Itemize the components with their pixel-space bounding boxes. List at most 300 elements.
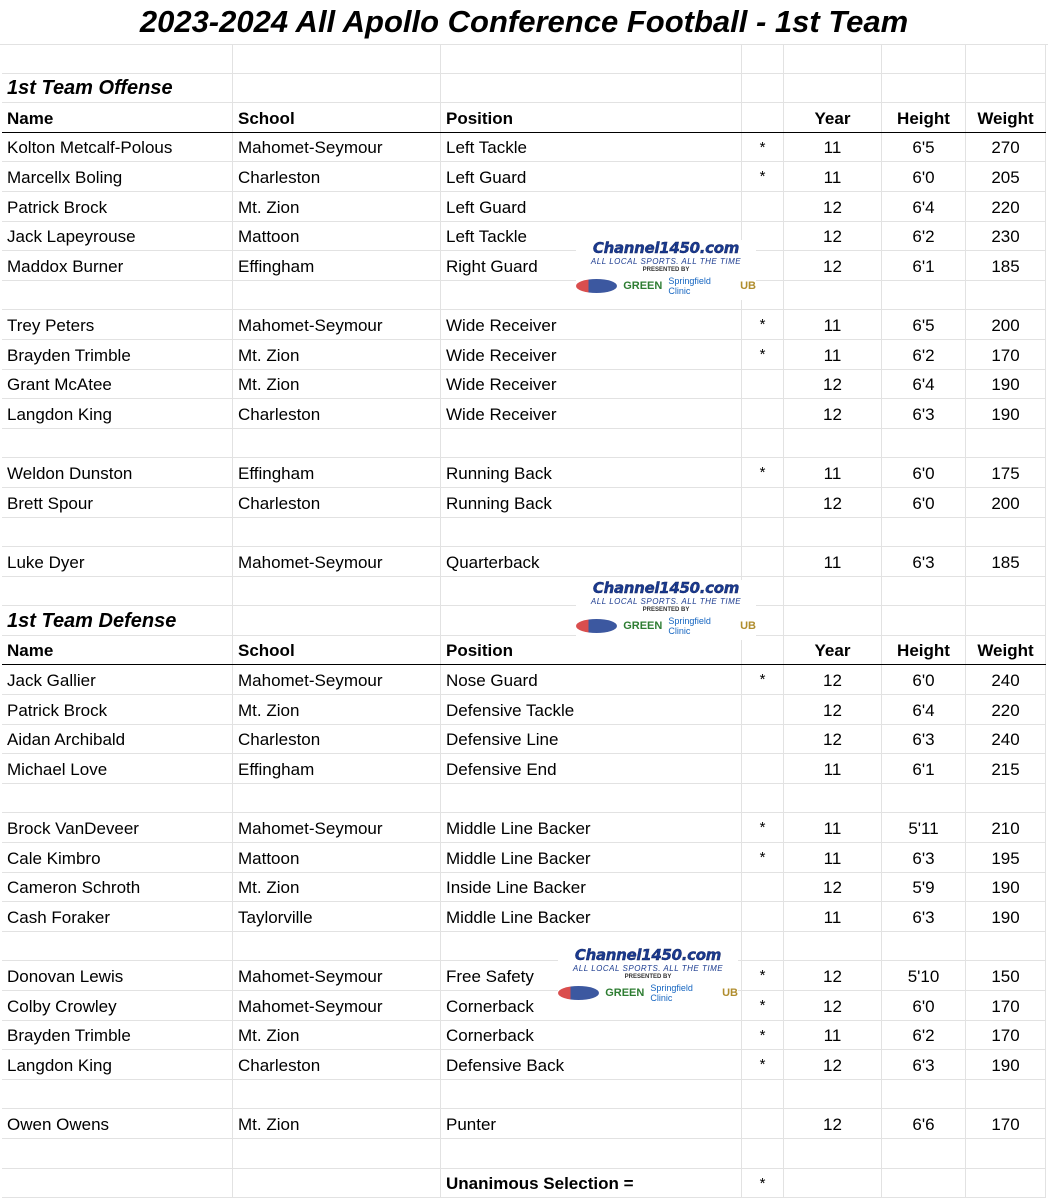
cell-height[interactable]: 6'5 — [882, 310, 966, 339]
cell-position[interactable]: Middle Line Backer — [441, 843, 742, 872]
player-row — [2, 873, 1046, 903]
cell-weight[interactable]: 215 — [966, 754, 1046, 783]
cell-school[interactable]: Charleston — [233, 162, 441, 191]
cell-weight[interactable] — [966, 74, 1046, 103]
cell-weight[interactable]: 170 — [966, 340, 1046, 369]
cell-unanimous[interactable] — [742, 1139, 784, 1168]
cell-year[interactable] — [784, 1169, 882, 1198]
cell-position[interactable]: Middle Line Backer — [441, 902, 742, 931]
cell-year[interactable]: Year — [784, 636, 882, 665]
cell-school[interactable]: Mt. Zion — [233, 370, 441, 399]
cell-name[interactable]: Brayden Trimble — [2, 1021, 233, 1050]
cell-year[interactable]: 11 — [784, 458, 882, 487]
cell-school[interactable]: Mahomet-Seymour — [233, 547, 441, 576]
cell-height[interactable] — [882, 606, 966, 635]
cell-year[interactable]: 12 — [784, 961, 882, 990]
cell-unanimous[interactable] — [742, 370, 784, 399]
cell-school[interactable]: Charleston — [233, 399, 441, 428]
cell-name[interactable]: Owen Owens — [2, 1109, 233, 1138]
cell-weight[interactable]: 185 — [966, 251, 1046, 280]
cell-year[interactable]: 11 — [784, 754, 882, 783]
cell-weight[interactable]: 190 — [966, 1050, 1046, 1079]
cell-year[interactable]: 12 — [784, 251, 882, 280]
cell-weight[interactable]: 170 — [966, 1109, 1046, 1138]
sponsor-logo — [576, 580, 756, 640]
cell-position[interactable]: Free Safety — [441, 961, 742, 990]
cell-year[interactable]: 12 — [784, 1050, 882, 1079]
cell-weight[interactable] — [966, 1169, 1046, 1198]
cell-year[interactable]: 11 — [784, 310, 882, 339]
cell-name[interactable] — [2, 44, 233, 73]
cell-name[interactable]: Luke Dyer — [2, 547, 233, 576]
cell-unanimous[interactable] — [742, 784, 784, 813]
cell-school[interactable]: Effingham — [233, 754, 441, 783]
player-row — [2, 162, 1046, 192]
sponsor-logo-1: GREEN — [605, 987, 645, 999]
cell-position[interactable]: Middle Line Backer — [441, 813, 742, 842]
cell-unanimous[interactable]: * — [742, 133, 784, 162]
cell-name[interactable]: Patrick Brock — [2, 192, 233, 221]
cell-weight[interactable]: 220 — [966, 695, 1046, 724]
cell-unanimous[interactable] — [742, 192, 784, 221]
cell-year[interactable]: 11 — [784, 813, 882, 842]
cell-position[interactable]: Defensive Line — [441, 725, 742, 754]
cell-school[interactable]: Mahomet-Seymour — [233, 813, 441, 842]
cell-height[interactable]: 6'4 — [882, 695, 966, 724]
cell-unanimous[interactable]: * — [742, 1050, 784, 1079]
spacer-row — [2, 577, 1046, 607]
cell-school[interactable] — [233, 429, 441, 458]
cell-name[interactable]: Donovan Lewis — [2, 961, 233, 990]
sponsor-logos — [576, 616, 756, 636]
cell-height[interactable] — [882, 518, 966, 547]
cell-position[interactable] — [441, 1080, 742, 1109]
cell-height[interactable]: Height — [882, 636, 966, 665]
cell-weight[interactable] — [966, 784, 1046, 813]
cell-name[interactable] — [2, 281, 233, 310]
cell-name[interactable]: Cameron Schroth — [2, 873, 233, 902]
sponsor-logo-3: UB — [740, 280, 756, 292]
cell-year[interactable]: 11 — [784, 547, 882, 576]
cell-position[interactable]: Wide Receiver — [441, 399, 742, 428]
cell-unanimous[interactable] — [742, 488, 784, 517]
cell-year[interactable]: 11 — [784, 340, 882, 369]
cell-height[interactable] — [882, 44, 966, 73]
cell-unanimous[interactable] — [742, 1109, 784, 1138]
cell-weight[interactable] — [966, 281, 1046, 310]
cell-school[interactable] — [233, 577, 441, 606]
cell-name[interactable]: Brett Spour — [2, 488, 233, 517]
cell-year[interactable]: Year — [784, 103, 882, 132]
cell-year[interactable]: 12 — [784, 222, 882, 251]
cell-unanimous[interactable] — [742, 1080, 784, 1109]
cell-position[interactable]: Unanimous Selection = — [441, 1169, 742, 1198]
cell-year[interactable]: 12 — [784, 725, 882, 754]
cell-year[interactable] — [784, 74, 882, 103]
cell-unanimous[interactable]: * — [742, 162, 784, 191]
cell-unanimous[interactable]: * — [742, 340, 784, 369]
cell-school[interactable]: Mahomet-Seymour — [233, 133, 441, 162]
cell-school[interactable] — [233, 281, 441, 310]
cell-position[interactable] — [441, 44, 742, 73]
cell-unanimous[interactable]: * — [742, 961, 784, 990]
cell-height[interactable]: 6'2 — [882, 340, 966, 369]
cell-unanimous[interactable]: * — [742, 310, 784, 339]
cell-name[interactable]: Patrick Brock — [2, 695, 233, 724]
cell-school[interactable] — [233, 1139, 441, 1168]
cell-school[interactable] — [233, 784, 441, 813]
cell-height[interactable]: 5'10 — [882, 961, 966, 990]
cell-year[interactable]: 12 — [784, 665, 882, 694]
cell-height[interactable]: 6'3 — [882, 399, 966, 428]
cell-name[interactable]: Jack Lapeyrouse — [2, 222, 233, 251]
cell-name[interactable]: Colby Crowley — [2, 991, 233, 1020]
player-row — [2, 695, 1046, 725]
cell-name[interactable]: Cale Kimbro — [2, 843, 233, 872]
cell-position[interactable]: Nose Guard — [441, 665, 742, 694]
sponsor-brand: Channel1450.com — [574, 946, 722, 964]
cell-weight[interactable] — [966, 606, 1046, 635]
cell-height[interactable]: 6'5 — [882, 133, 966, 162]
spacer-row — [2, 784, 1046, 814]
cell-position[interactable]: Wide Receiver — [441, 340, 742, 369]
cell-name[interactable]: Weldon Dunston — [2, 458, 233, 487]
cell-height[interactable]: 6'0 — [882, 162, 966, 191]
cell-unanimous[interactable] — [742, 518, 784, 547]
cell-school[interactable]: Effingham — [233, 251, 441, 280]
cell-height[interactable] — [882, 1169, 966, 1198]
sponsor-logos — [558, 983, 738, 1003]
cell-position[interactable]: Position — [441, 636, 742, 665]
cell-weight[interactable]: 170 — [966, 991, 1046, 1020]
cell-position[interactable]: Defensive Tackle — [441, 695, 742, 724]
cell-name[interactable]: Brock VanDeveer — [2, 813, 233, 842]
cell-school[interactable]: Mt. Zion — [233, 340, 441, 369]
cell-school[interactable]: Mahomet-Seymour — [233, 665, 441, 694]
cell-height[interactable] — [882, 932, 966, 961]
cell-unanimous[interactable]: * — [742, 1169, 784, 1198]
cell-year[interactable]: 12 — [784, 192, 882, 221]
spacer-row — [2, 932, 1046, 962]
cell-school[interactable]: Mt. Zion — [233, 192, 441, 221]
cell-weight[interactable] — [966, 518, 1046, 547]
cell-school[interactable] — [233, 932, 441, 961]
cell-position[interactable]: Right Guard — [441, 251, 742, 280]
cell-year[interactable] — [784, 281, 882, 310]
cell-weight[interactable]: 205 — [966, 162, 1046, 191]
player-row — [2, 665, 1046, 695]
cell-name[interactable] — [2, 1169, 233, 1198]
player-row — [2, 991, 1046, 1021]
cell-year[interactable]: 12 — [784, 370, 882, 399]
cell-position[interactable]: Cornerback — [441, 991, 742, 1020]
cell-weight[interactable]: 200 — [966, 310, 1046, 339]
cell-height[interactable]: 6'0 — [882, 488, 966, 517]
cell-school[interactable]: Effingham — [233, 458, 441, 487]
cell-weight[interactable]: 190 — [966, 370, 1046, 399]
cell-name[interactable]: Name — [2, 103, 233, 132]
spreadsheet-grid — [2, 44, 1046, 1198]
cell-height[interactable] — [882, 429, 966, 458]
sponsor-tagline: ALL LOCAL SPORTS. ALL THE TIME — [590, 257, 742, 266]
cell-unanimous[interactable]: * — [742, 458, 784, 487]
cell-school[interactable]: Mt. Zion — [233, 1109, 441, 1138]
cell-unanimous[interactable]: * — [742, 813, 784, 842]
cell-school[interactable]: School — [233, 103, 441, 132]
cell-position[interactable]: Left Tackle — [441, 222, 742, 251]
cell-school[interactable]: Mt. Zion — [233, 695, 441, 724]
cell-position[interactable]: Cornerback — [441, 1021, 742, 1050]
cell-name[interactable]: Maddox Burner — [2, 251, 233, 280]
cell-school[interactable] — [233, 74, 441, 103]
cell-school[interactable]: Taylorville — [233, 902, 441, 931]
player-row — [2, 902, 1046, 932]
cell-height[interactable]: 6'3 — [882, 1050, 966, 1079]
cell-weight[interactable]: 150 — [966, 961, 1046, 990]
cell-position[interactable]: Wide Receiver — [441, 370, 742, 399]
cell-height[interactable]: 6'2 — [882, 1021, 966, 1050]
cell-height[interactable]: 5'9 — [882, 873, 966, 902]
cell-year[interactable] — [784, 1139, 882, 1168]
cell-position[interactable] — [441, 1139, 742, 1168]
cell-year[interactable] — [784, 518, 882, 547]
sponsor-logo-3: UB — [722, 987, 738, 999]
cell-year[interactable]: 12 — [784, 1109, 882, 1138]
airport-logo-icon — [576, 279, 617, 293]
player-row — [2, 547, 1046, 577]
cell-unanimous[interactable] — [742, 103, 784, 132]
cell-school[interactable]: Mattoon — [233, 843, 441, 872]
cell-weight[interactable] — [966, 577, 1046, 606]
cell-unanimous[interactable] — [742, 399, 784, 428]
cell-school[interactable]: Charleston — [233, 1050, 441, 1079]
cell-school[interactable]: Mattoon — [233, 222, 441, 251]
cell-unanimous[interactable]: * — [742, 843, 784, 872]
cell-position[interactable]: Quarterback — [441, 547, 742, 576]
cell-position[interactable] — [441, 74, 742, 103]
sponsor-brand: Channel1450.com — [592, 239, 740, 257]
cell-year[interactable]: 12 — [784, 399, 882, 428]
cell-school[interactable]: Charleston — [233, 725, 441, 754]
cell-name[interactable]: Langdon King — [2, 399, 233, 428]
cell-position[interactable]: Left Tackle — [441, 133, 742, 162]
cell-height[interactable]: 6'3 — [882, 547, 966, 576]
cell-weight[interactable]: 195 — [966, 843, 1046, 872]
cell-school[interactable]: Mt. Zion — [233, 873, 441, 902]
cell-weight[interactable]: 190 — [966, 902, 1046, 931]
cell-unanimous[interactable] — [742, 754, 784, 783]
cell-position[interactable] — [441, 518, 742, 547]
cell-position[interactable]: Punter — [441, 1109, 742, 1138]
cell-school[interactable]: Mahomet-Seymour — [233, 991, 441, 1020]
cell-name[interactable] — [2, 577, 233, 606]
player-row — [2, 813, 1046, 843]
cell-height[interactable]: 6'4 — [882, 370, 966, 399]
cell-height[interactable]: 6'2 — [882, 222, 966, 251]
cell-weight[interactable]: Weight — [966, 103, 1046, 132]
cell-weight[interactable]: 270 — [966, 133, 1046, 162]
cell-year[interactable]: 12 — [784, 873, 882, 902]
cell-unanimous[interactable] — [742, 429, 784, 458]
cell-name[interactable]: Langdon King — [2, 1050, 233, 1079]
sponsor-logo-2: Springfield Clinic — [668, 616, 711, 636]
cell-height[interactable]: Height — [882, 103, 966, 132]
cell-name[interactable] — [2, 1139, 233, 1168]
cell-weight[interactable]: 240 — [966, 665, 1046, 694]
cell-unanimous[interactable] — [742, 695, 784, 724]
cell-weight[interactable]: 170 — [966, 1021, 1046, 1050]
cell-school[interactable]: School — [233, 636, 441, 665]
cell-year[interactable]: 11 — [784, 1021, 882, 1050]
cell-year[interactable]: 12 — [784, 991, 882, 1020]
cell-weight[interactable] — [966, 429, 1046, 458]
cell-school[interactable]: Mahomet-Seymour — [233, 310, 441, 339]
cell-name[interactable]: Grant McAtee — [2, 370, 233, 399]
cell-unanimous[interactable] — [742, 44, 784, 73]
cell-weight[interactable]: 230 — [966, 222, 1046, 251]
cell-name[interactable]: Name — [2, 636, 233, 665]
cell-weight[interactable]: 190 — [966, 873, 1046, 902]
cell-height[interactable]: 6'0 — [882, 665, 966, 694]
player-row — [2, 310, 1046, 340]
cell-position[interactable]: Left Guard — [441, 162, 742, 191]
cell-unanimous[interactable] — [742, 932, 784, 961]
cell-year[interactable]: 12 — [784, 695, 882, 724]
cell-position[interactable]: Defensive Back — [441, 1050, 742, 1079]
cell-name[interactable]: Michael Love — [2, 754, 233, 783]
sponsor-brand: Channel1450.com — [592, 579, 740, 597]
cell-name[interactable]: Kolton Metcalf-Polous — [2, 133, 233, 162]
cell-weight[interactable] — [966, 44, 1046, 73]
cell-year[interactable]: 11 — [784, 162, 882, 191]
cell-unanimous[interactable]: * — [742, 991, 784, 1020]
cell-height[interactable]: 6'3 — [882, 843, 966, 872]
cell-height[interactable] — [882, 577, 966, 606]
cell-name[interactable] — [2, 429, 233, 458]
cell-school[interactable] — [233, 518, 441, 547]
cell-height[interactable]: 6'3 — [882, 725, 966, 754]
cell-unanimous[interactable] — [742, 902, 784, 931]
cell-position[interactable] — [441, 429, 742, 458]
cell-unanimous[interactable]: * — [742, 1021, 784, 1050]
cell-height[interactable] — [882, 784, 966, 813]
cell-year[interactable]: 12 — [784, 488, 882, 517]
cell-position[interactable]: Inside Line Backer — [441, 873, 742, 902]
offense-column-headers — [2, 103, 1046, 133]
cell-weight[interactable]: 210 — [966, 813, 1046, 842]
cell-year[interactable] — [784, 577, 882, 606]
cell-name[interactable]: 1st Team Offense — [2, 74, 233, 103]
cell-weight[interactable]: 240 — [966, 725, 1046, 754]
cell-height[interactable]: 6'4 — [882, 192, 966, 221]
unanimous-legend-row — [2, 1169, 1046, 1199]
cell-height[interactable]: 6'1 — [882, 251, 966, 280]
cell-position[interactable]: Running Back — [441, 488, 742, 517]
cell-height[interactable]: 5'11 — [882, 813, 966, 842]
cell-year[interactable]: 11 — [784, 843, 882, 872]
cell-position[interactable]: Wide Receiver — [441, 310, 742, 339]
cell-weight[interactable]: Weight — [966, 636, 1046, 665]
cell-unanimous[interactable] — [742, 873, 784, 902]
cell-unanimous[interactable] — [742, 725, 784, 754]
cell-weight[interactable]: 190 — [966, 399, 1046, 428]
cell-height[interactable]: 6'0 — [882, 991, 966, 1020]
cell-weight[interactable] — [966, 1080, 1046, 1109]
cell-school[interactable] — [233, 44, 441, 73]
cell-height[interactable]: 6'1 — [882, 754, 966, 783]
cell-height[interactable] — [882, 281, 966, 310]
sponsor-presented: PRESENTED BY — [624, 974, 672, 980]
sponsor-presented: PRESENTED BY — [642, 267, 690, 273]
cell-position[interactable] — [441, 784, 742, 813]
cell-weight[interactable]: 185 — [966, 547, 1046, 576]
cell-position[interactable]: Defensive End — [441, 754, 742, 783]
cell-year[interactable] — [784, 429, 882, 458]
cell-school[interactable]: Charleston — [233, 488, 441, 517]
cell-unanimous[interactable] — [742, 547, 784, 576]
cell-weight[interactable] — [966, 1139, 1046, 1168]
cell-unanimous[interactable]: * — [742, 665, 784, 694]
cell-weight[interactable]: 200 — [966, 488, 1046, 517]
cell-height[interactable]: 6'0 — [882, 458, 966, 487]
player-row — [2, 251, 1046, 281]
cell-year[interactable] — [784, 784, 882, 813]
cell-position[interactable]: Position — [441, 103, 742, 132]
cell-school[interactable]: Mahomet-Seymour — [233, 961, 441, 990]
cell-year[interactable]: 11 — [784, 902, 882, 931]
sponsor-presented: PRESENTED BY — [642, 607, 690, 613]
sponsor-logo-2: Springfield Clinic — [668, 276, 711, 296]
cell-name[interactable]: 1st Team Defense — [2, 606, 233, 635]
cell-year[interactable] — [784, 1080, 882, 1109]
cell-name[interactable]: Marcellx Boling — [2, 162, 233, 191]
cell-name[interactable]: Cash Foraker — [2, 902, 233, 931]
cell-school[interactable]: Mt. Zion — [233, 1021, 441, 1050]
cell-year[interactable] — [784, 606, 882, 635]
cell-position[interactable]: Running Back — [441, 458, 742, 487]
cell-name[interactable] — [2, 932, 233, 961]
cell-height[interactable]: 6'3 — [882, 902, 966, 931]
cell-unanimous[interactable] — [742, 636, 784, 665]
cell-school[interactable] — [233, 1169, 441, 1198]
spacer-row — [2, 1139, 1046, 1169]
sponsor-tagline: ALL LOCAL SPORTS. ALL THE TIME — [590, 597, 742, 606]
cell-height[interactable] — [882, 1080, 966, 1109]
cell-name[interactable]: Brayden Trimble — [2, 340, 233, 369]
cell-weight[interactable] — [966, 932, 1046, 961]
cell-school[interactable] — [233, 1080, 441, 1109]
cell-year[interactable] — [784, 44, 882, 73]
cell-name[interactable]: Jack Gallier — [2, 665, 233, 694]
cell-weight[interactable]: 220 — [966, 192, 1046, 221]
cell-school[interactable] — [233, 606, 441, 635]
defense-column-headers — [2, 636, 1046, 666]
cell-name[interactable] — [2, 784, 233, 813]
cell-name[interactable]: Trey Peters — [2, 310, 233, 339]
cell-weight[interactable]: 175 — [966, 458, 1046, 487]
cell-height[interactable] — [882, 1139, 966, 1168]
cell-height[interactable] — [882, 74, 966, 103]
cell-year[interactable] — [784, 932, 882, 961]
sponsor-logos — [576, 276, 756, 296]
cell-unanimous[interactable] — [742, 74, 784, 103]
cell-name[interactable]: Aidan Archibald — [2, 725, 233, 754]
cell-name[interactable] — [2, 518, 233, 547]
cell-position[interactable]: Left Guard — [441, 192, 742, 221]
cell-name[interactable] — [2, 1080, 233, 1109]
cell-height[interactable]: 6'6 — [882, 1109, 966, 1138]
cell-year[interactable]: 11 — [784, 133, 882, 162]
